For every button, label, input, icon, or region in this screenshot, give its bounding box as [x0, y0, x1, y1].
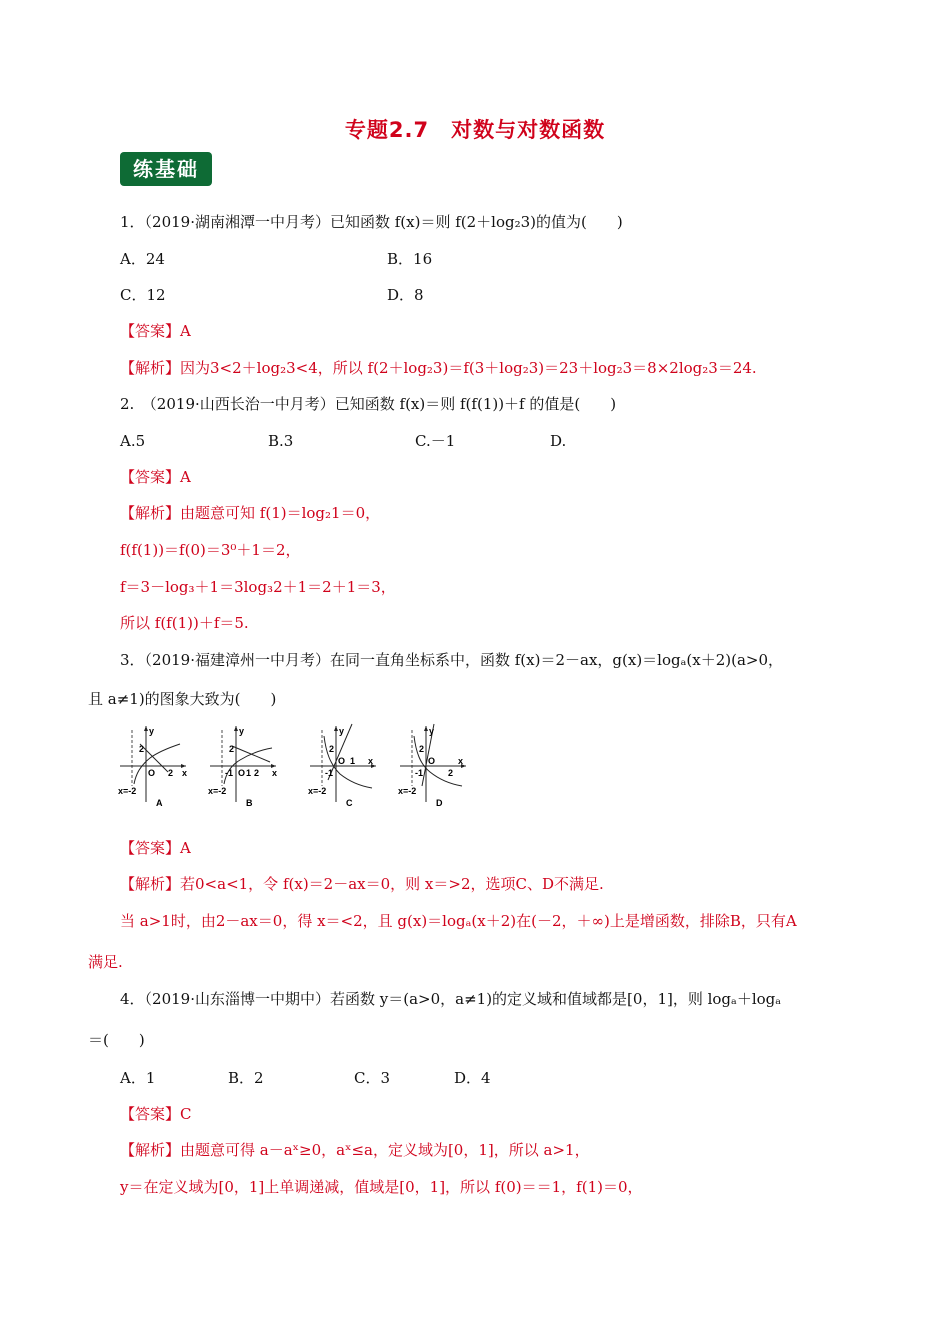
- origin-label: O: [338, 756, 346, 766]
- q2-option-a: A.5: [120, 432, 146, 450]
- tick-2: 2: [229, 744, 235, 754]
- q3-answer-value: A: [180, 839, 191, 857]
- tick-neg-1: -1: [325, 768, 334, 778]
- answer-tag: 【答案】: [120, 839, 181, 857]
- q2-analysis-4: 所以 f(f(1))＋f＝5.: [120, 614, 249, 632]
- tick-2: 2: [448, 768, 454, 778]
- analysis-tag: 【解析】: [120, 1141, 181, 1159]
- q4-option-b: B．2: [228, 1069, 264, 1087]
- q2-analysis-3: f＝3－log₃＋1＝3log₃2＋1＝2＋1＝3，: [120, 578, 396, 596]
- asymptote-label: x=-2: [208, 786, 227, 796]
- graph-d: [392, 722, 472, 812]
- q2-analysis-1: [120, 503, 380, 523]
- graph-b: [202, 722, 282, 812]
- q4-option-a: A．1: [120, 1069, 156, 1087]
- q4-option-c: C．3: [354, 1069, 391, 1087]
- tick-neg-1: -1: [225, 768, 234, 778]
- q4-answer-value: C: [180, 1105, 192, 1123]
- q4-analysis-2: y＝在定义域为[0，1]上单调递减，值域是[0，1]，所以 f(0)＝＝1，f(1)＝0，: [120, 1178, 643, 1196]
- asymptote-label: x=-2: [308, 786, 327, 796]
- q3-graph-options: [112, 722, 472, 812]
- q1-option-d: D．8: [387, 286, 424, 304]
- q2-option-b: B.3: [268, 432, 294, 450]
- answer-tag: 【答案】: [120, 322, 181, 340]
- axis-y-label: y: [339, 726, 345, 736]
- tick-1: 1: [350, 756, 356, 766]
- graph-d-label: D: [436, 798, 443, 808]
- q1-answer: [120, 321, 191, 341]
- q4-option-d: D．4: [454, 1069, 491, 1087]
- q2-answer-value: A: [180, 468, 191, 486]
- graph-c: [302, 722, 382, 812]
- answer-tag: 【答案】: [120, 468, 181, 486]
- q2-option-c: C.－1: [415, 432, 456, 450]
- graph-c-label: C: [346, 798, 353, 808]
- asymptote-label: x=-2: [398, 786, 417, 796]
- q4-analysis-1: [120, 1140, 590, 1160]
- q3-stem-line2: 且 a≠1)的图象大致为( ): [88, 690, 277, 708]
- analysis-tag: 【解析】: [120, 359, 181, 377]
- tick-2: 2: [329, 744, 335, 754]
- q2-stem: 2. （2019·山西长治一中月考）已知函数 f(x)＝则 f(f(1))＋f 的值是( ): [120, 395, 617, 413]
- tick-neg-1: -1: [415, 768, 424, 778]
- q3-answer: [120, 838, 191, 858]
- q1-analysis: [120, 358, 757, 378]
- q4-analysis-text-1: 由题意可得 a－aˣ≥0，aˣ≤a，定义域为[0，1]，所以 a>1，: [180, 1141, 590, 1159]
- analysis-tag: 【解析】: [120, 875, 181, 893]
- q1-option-a: A．24: [120, 250, 165, 268]
- tick-2: 2: [254, 768, 260, 778]
- origin-label: O: [148, 768, 156, 778]
- q1-option-c: C．12: [120, 286, 166, 304]
- q1-analysis-text: 因为3<2＋log₂3<4，所以 f(2＋log₂3)＝f(3＋log₂3)＝23＋log₂3＝8×2log₂3＝24.: [180, 359, 757, 377]
- q3-analysis-text-1: 若0<a<1，令 f(x)＝2－ax＝0，则 x＝>2，选项C、D不满足.: [180, 875, 604, 893]
- analysis-tag: 【解析】: [120, 504, 181, 522]
- axis-x-label: x: [272, 768, 278, 778]
- tick-2: 2: [168, 768, 174, 778]
- q4-stem-line1: 4．（2019·山东淄博一中期中）若函数 y＝(a>0，a≠1)的定义域和值域都是[0，1]，则 logₐ＋logₐ: [120, 990, 782, 1008]
- q1-stem: 1．（2019·湖南湘潭一中月考）已知函数 f(x)＝则 f(2＋log₂3)的值为( ): [120, 213, 623, 231]
- graph-a: [112, 722, 192, 812]
- section-badge: 练基础: [120, 152, 212, 186]
- asymptote-label: x=-2: [118, 786, 137, 796]
- q2-analysis-2: f(f(1))＝f(0)＝3⁰＋1＝2，: [120, 541, 301, 559]
- axis-y-label: y: [149, 726, 155, 736]
- answer-tag: 【答案】: [120, 1105, 181, 1123]
- q2-answer: [120, 467, 191, 487]
- tick-1: 1: [246, 768, 252, 778]
- graph-a-label: A: [156, 798, 163, 808]
- graph-b-label: B: [246, 798, 253, 808]
- axis-x-label: x: [368, 756, 374, 766]
- q2-option-d: D.: [550, 432, 567, 450]
- q2-analysis-text-1: 由题意可知 f(1)＝log₂1＝0，: [180, 504, 381, 522]
- q3-analysis-2: 当 a>1时，由2－ax＝0，得 x＝<2，且 g(x)＝logₐ(x＋2)在(－2，＋∞)上是增函数，排除B，只有A: [120, 912, 797, 930]
- axis-y-label: y: [429, 726, 435, 736]
- origin-label: O: [238, 768, 246, 778]
- origin-label: O: [428, 756, 436, 766]
- q4-answer: [120, 1104, 192, 1124]
- tick-2: 2: [139, 744, 145, 754]
- page-title: 专题2.7 对数与对数函数: [344, 118, 606, 142]
- q3-analysis-3: 满足.: [88, 953, 123, 971]
- tick-2: 2: [419, 744, 425, 754]
- q1-option-b: B．16: [387, 250, 433, 268]
- q3-analysis-1: [120, 874, 604, 894]
- axis-y-label: y: [239, 726, 245, 736]
- q4-stem-line2: ＝( ): [88, 1031, 145, 1049]
- axis-x-label: x: [458, 756, 464, 766]
- q3-stem-line1: 3．（2019·福建漳州一中月考）在同一直角坐标系中，函数 f(x)＝2－ax，g(x)＝logₐ(x＋2)(a>0，: [120, 651, 784, 669]
- q1-answer-value: A: [180, 322, 191, 340]
- axis-x-label: x: [182, 768, 188, 778]
